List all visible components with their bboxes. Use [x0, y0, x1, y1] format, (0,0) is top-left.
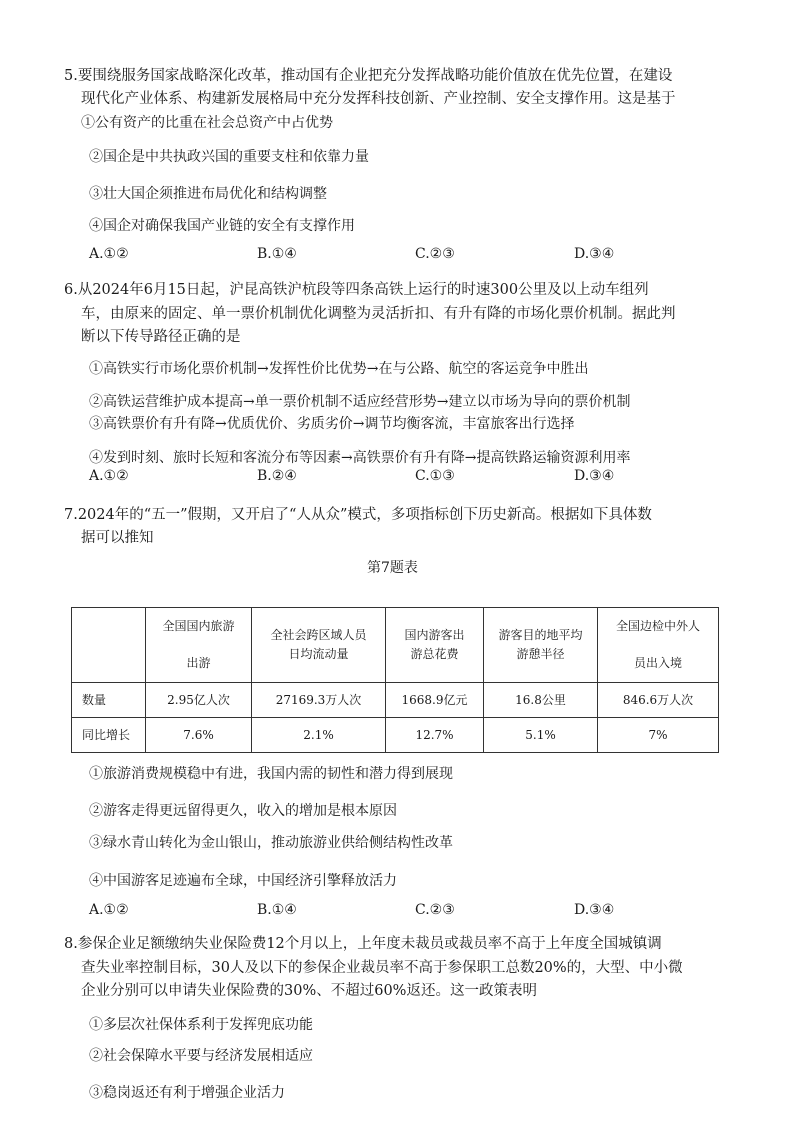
- question-8-stem-line-2: 查失业率控制目标，30人及以下的参保企业裁员率不高于参保职工总数20%的，大型、中小微: [81, 960, 683, 976]
- question-5-stem-line-2: 现代化产业体系、构建新发展格局中充分发挥科技创新、产业控制、安全支撑作用。这是基于: [81, 91, 676, 107]
- table-cell: 7%: [598, 718, 719, 753]
- header-line: 游客目的地平均: [498, 628, 583, 642]
- statistics-table: [71, 607, 719, 753]
- question-6-stem-line-3: 断以下传导路径正确的是: [81, 329, 241, 345]
- table-cell: 2.95亿人次: [146, 683, 252, 718]
- header-line: 员出入境: [633, 656, 682, 670]
- question-6-choice-c[interactable]: C.①③: [415, 468, 455, 484]
- row-label: 数量: [72, 683, 146, 718]
- table-cell: 2.1%: [252, 718, 386, 753]
- question-5-choice-c[interactable]: C.②③: [415, 246, 455, 262]
- question-7-choice-c[interactable]: C.②③: [415, 902, 455, 918]
- question-5-option-3: ③壮大国企须推进布局优化和结构调整: [89, 186, 327, 202]
- table-caption: 第7题表: [367, 560, 418, 576]
- question-7-option-4: ④中国游客足迹遍布全球，中国经济引擎释放活力: [89, 873, 397, 889]
- question-5-option-2: ②国企是中共执政兴国的重要支柱和依靠力量: [89, 149, 369, 165]
- question-5-choice-b[interactable]: B.①④: [257, 246, 297, 262]
- header-line: 游憩半径: [516, 647, 565, 661]
- table-header-cell: [146, 608, 252, 683]
- header-line: 日均流动量: [288, 647, 349, 661]
- question-6-option-3: ③高铁票价有升有降→优质优价、劣质劣价→调节均衡客流，丰富旅客出行选择: [89, 416, 575, 432]
- question-6-choice-a[interactable]: A.①②: [89, 468, 129, 484]
- question-7-option-2: ②游客走得更远留得更久，收入的增加是根本原因: [89, 803, 397, 819]
- question-5-option-1: ①公有资产的比重在社会总资产中占优势: [81, 115, 333, 131]
- header-line: 全国边检中外人: [615, 619, 700, 633]
- header-line: 游总花费: [410, 647, 459, 661]
- table-header-cell: [386, 608, 484, 683]
- table-cell: 7.6%: [146, 718, 252, 753]
- question-7-choice-d[interactable]: D.③④: [574, 902, 615, 918]
- table-cell: 5.1%: [484, 718, 598, 753]
- question-5-stem-line-1: 5.要围绕服务国家战略深化改革，推动国有企业把充分发挥战略功能价值放在优先位置，在建设: [64, 68, 673, 84]
- table-cell: 12.7%: [386, 718, 484, 753]
- question-7-stem-line-1: 7.2024年的“五一”假期，又开启了“人从众”模式，多项指标创下历史新高。根据如下具体数: [64, 507, 652, 523]
- header-line: 国内游客出: [404, 628, 465, 642]
- question-6-stem-line-2: 车，由原来的固定、单一票价机制优化调整为灵活折扣、有升有降的市场化票价机制。据此判: [81, 306, 676, 322]
- question-6-option-2: ②高铁运营维护成本提高→单一票价机制不适应经营形势→建立以市场为导向的票价机制: [89, 394, 631, 410]
- table-header-row: [72, 608, 719, 683]
- question-5-choice-d[interactable]: D.③④: [574, 246, 615, 262]
- table-header-cell: [484, 608, 598, 683]
- question-7-choice-b[interactable]: B.①④: [257, 902, 297, 918]
- row-label: 同比增长: [72, 718, 146, 753]
- question-6-option-1: ①高铁实行市场化票价机制→发挥性价比优势→在与公路、航空的客运竞争中胜出: [89, 361, 589, 377]
- table-header-corner: [72, 608, 146, 683]
- header-line: 全国国内旅游: [162, 619, 235, 633]
- question-5-option-4: ④国企对确保我国产业链的安全有支撑作用: [89, 218, 355, 234]
- question-8-stem-line-1: 8.参保企业足额缴纳失业保险费12个月以上，上年度未裁员或裁员率不高于上年度全国城镇调: [64, 936, 662, 952]
- question-5-choice-a[interactable]: A.①②: [89, 246, 129, 262]
- question-6-option-4: ④发到时刻、旅时长短和客流分布等因素→高铁票价有升有降→提高铁路运输资源利用率: [89, 450, 631, 466]
- question-7-stem-line-2: 据可以推知: [81, 530, 154, 546]
- question-8-option-1: ①多层次社保体系利于发挥兜底功能: [89, 1017, 313, 1033]
- question-8-option-2: ②社会保障水平要与经济发展相适应: [89, 1048, 313, 1064]
- table-row: [72, 683, 719, 718]
- table-row: [72, 718, 719, 753]
- header-line: 全社会跨区域人员: [270, 628, 367, 642]
- table-header-cell: [598, 608, 719, 683]
- question-6-choice-d[interactable]: D.③④: [574, 468, 615, 484]
- table-cell: 27169.3万人次: [252, 683, 386, 718]
- question-7-option-3: ③绿水青山转化为金山银山，推动旅游业供给侧结构性改革: [89, 835, 453, 851]
- question-8-stem-line-3: 企业分别可以申请失业保险费的30%、不超过60%返还。这一政策表明: [81, 983, 537, 999]
- question-6-choice-b[interactable]: B.②④: [257, 468, 297, 484]
- question-7-choice-a[interactable]: A.①②: [89, 902, 129, 918]
- question-8-option-3: ③稳岗返还有利于增强企业活力: [89, 1085, 285, 1101]
- table-cell: 1668.9亿元: [386, 683, 484, 718]
- question-6-stem-line-1: 6.从2024年6月15日起，沪昆高铁沪杭段等四条高铁上运行的时速300公里及以上动车组列: [64, 282, 649, 298]
- table-header-cell: [252, 608, 386, 683]
- question-7-option-1: ①旅游消费规模稳中有进，我国内需的韧性和潜力得到展现: [89, 766, 453, 782]
- header-line: 出游: [186, 656, 211, 670]
- table-cell: 16.8公里: [484, 683, 598, 718]
- table-cell: 846.6万人次: [598, 683, 719, 718]
